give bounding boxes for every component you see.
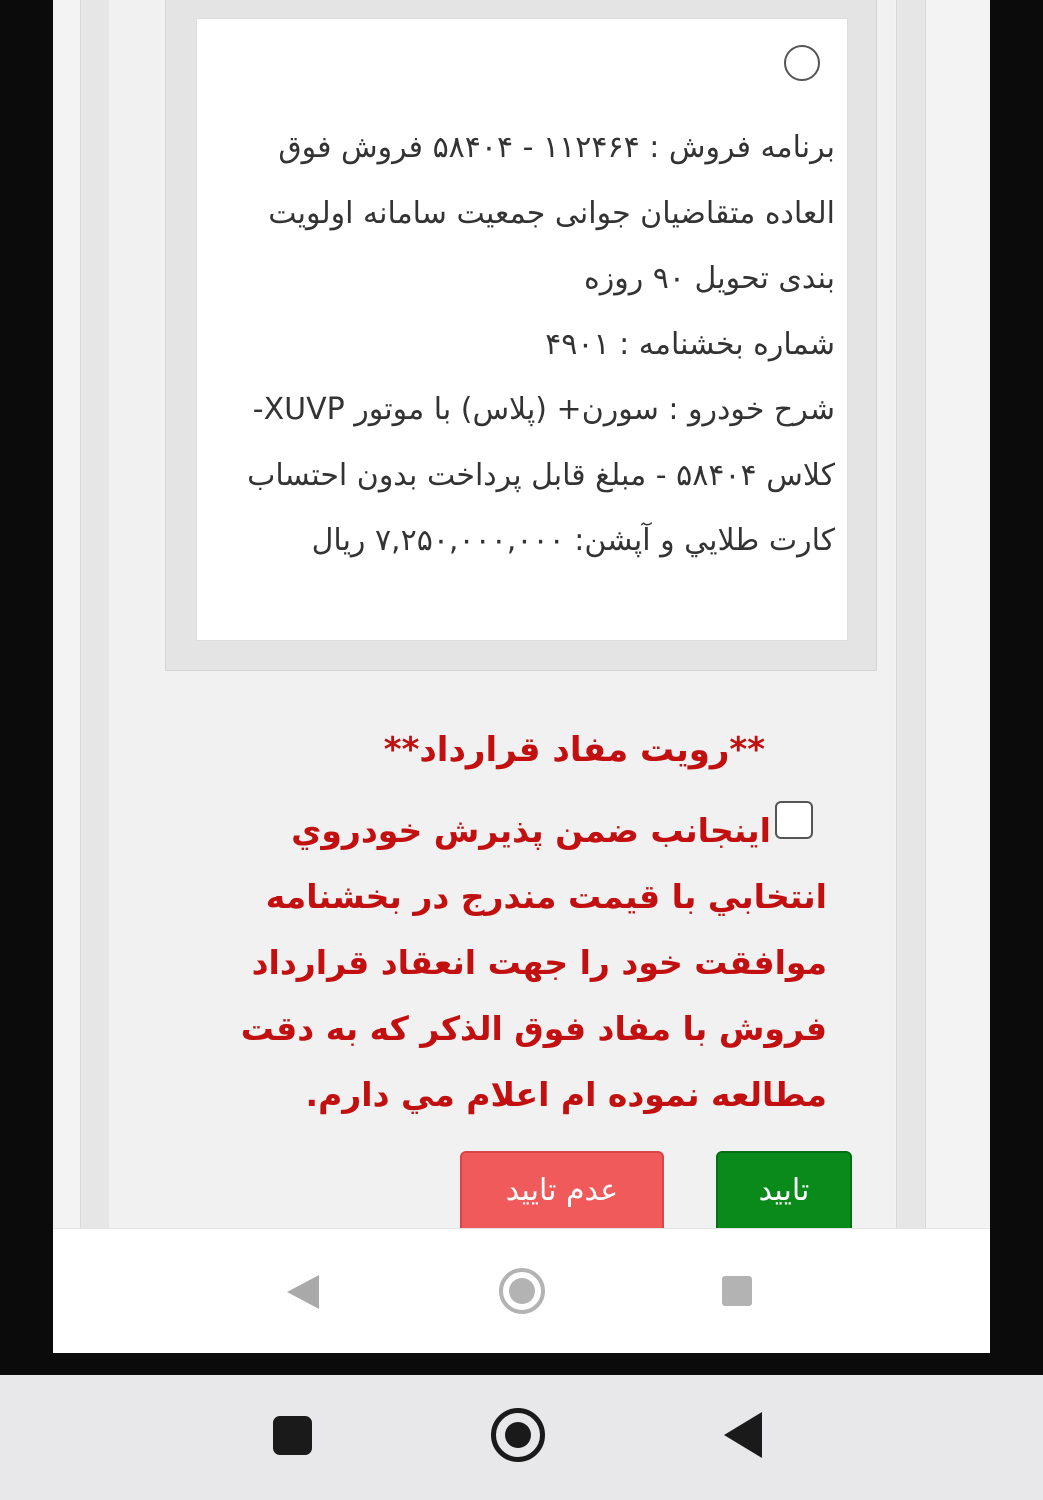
- back-triangle-icon[interactable]: [287, 1275, 319, 1309]
- sale-option-details: [215, 115, 835, 574]
- circular-number-text: شماره بخشنامه : ۴۹۰۱: [545, 326, 835, 362]
- back-triangle-icon[interactable]: [724, 1412, 762, 1458]
- sale-option-card[interactable]: [196, 18, 848, 641]
- home-dot: [505, 1422, 531, 1448]
- agreement-text: اینجانب ضمن پذيرش خودروي انتخابي با قيمت مندرج در بخشنامه موافقت خود را جهت انعقاد قرارداد فروش با مفاد فوق الذکر که به دقت مطالعه نموده ام اعلام مي دارم.: [240, 811, 827, 1114]
- sale-option-radio[interactable]: [784, 45, 820, 81]
- home-dot: [509, 1278, 535, 1304]
- sale-program-text: برنامه فروش : ۱۱۲۴۶۴ - ۵۸۴۰۴ فروش فوق العاده متقاضیان جوانی جمعیت سامانه اولویت بندی تحویل ۹۰ روزه: [268, 130, 835, 296]
- outer-navigation-bar: [0, 1375, 1043, 1500]
- device-bezel-right: [990, 0, 1043, 1375]
- recent-square-icon[interactable]: [273, 1416, 312, 1455]
- home-circle-icon[interactable]: [491, 1408, 545, 1462]
- device-bezel-left: [0, 0, 53, 1375]
- phone-screen: [53, 0, 990, 1353]
- device-bezel-bottom: [0, 1353, 1043, 1375]
- inner-navigation-bar: [53, 1228, 990, 1353]
- reject-button[interactable]: عدم تایید: [460, 1151, 664, 1241]
- vehicle-description-text: شرح خودرو : سورن+ (پلاس) با موتور XUVP-کلاس ۵۸۴۰۴ - مبلغ قابل پرداخت بدون احتساب کارت طلايي و آپشن: ۷,۲۵۰,۰۰۰,۰۰۰ ریال: [247, 392, 835, 558]
- recent-square-icon[interactable]: [722, 1276, 752, 1306]
- home-circle-icon[interactable]: [499, 1268, 545, 1314]
- confirm-button[interactable]: تایید: [716, 1151, 852, 1241]
- layout-border-right: [896, 0, 926, 1228]
- layout-border-left: [80, 0, 110, 1228]
- contract-terms-title: **رویت مفاد قرارداد**: [383, 730, 765, 770]
